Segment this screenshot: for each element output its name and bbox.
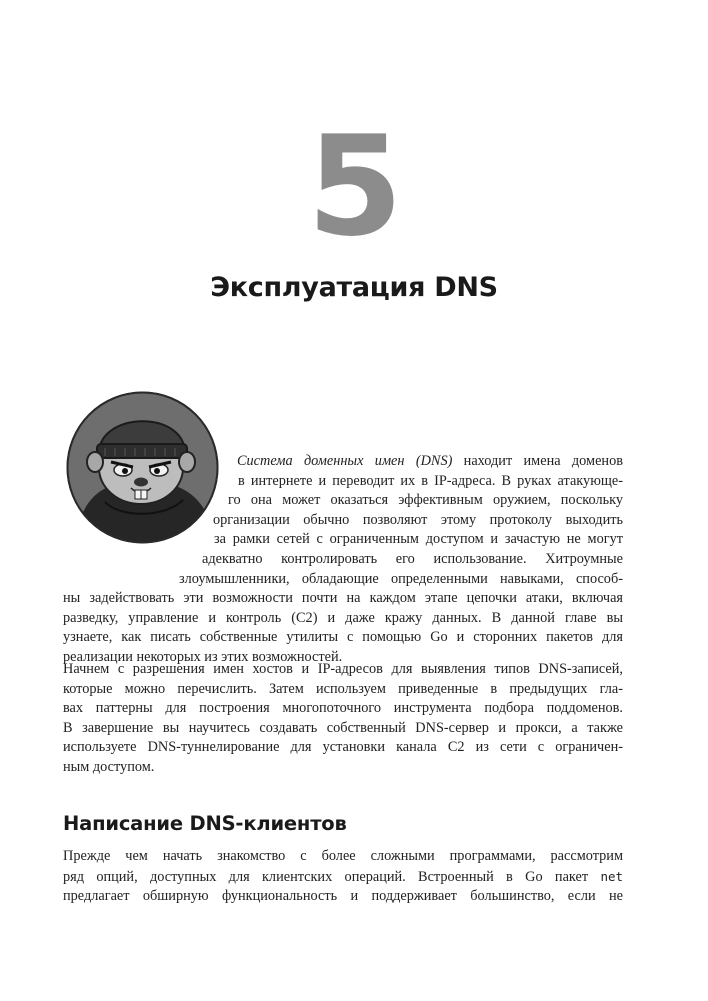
- p2-line: используете DNS-туннелирование для установки канала C2 из сети с ограничен-: [63, 739, 623, 756]
- intro-line-10: реализации некоторых из этих возможностей.: [63, 648, 343, 665]
- p3-line: предлагает обширную функциональность и поддерживает большинство, если не: [63, 888, 623, 905]
- p2-line: вах паттерны для построения многопоточного инструмента подбора поддоменов.: [63, 700, 623, 717]
- p3-line: [63, 867, 623, 888]
- intro-line-8: разведку, управление и контроль (C2) и даже кражу данных. В данной главе вы: [63, 609, 623, 626]
- p3-line-text: ряд опций, доступных для клиентских операций. Встроенный в Go пакет: [63, 868, 589, 885]
- intro-line-1: в интернете и переводит их в IP-адреса. В руках атакующе-: [238, 472, 623, 489]
- intro-paragraph: [58, 452, 623, 668]
- intro-line-text: находит имена доменов: [452, 453, 623, 469]
- paragraph-3: [63, 847, 623, 907]
- p2-line: которые можно перечислить. Затем используем приведенные в предыдущих гла-: [63, 680, 623, 697]
- p2-line: Начнем с разрешения имен хостов и IP-адресов для выявления типов DNS-записей,: [63, 661, 623, 677]
- section-title: Написание DNS-клиентов: [63, 812, 347, 835]
- p2-line: В завершение вы научитесь создавать собственный DNS-сервер и прокси, а также: [63, 719, 623, 736]
- chapter-number: 5: [306, 106, 402, 267]
- p2-line: ным доступом.: [63, 758, 155, 775]
- intro-line-4: за рамки сетей с ограниченным доступом и зачастую не могут: [214, 531, 623, 548]
- intro-line-0: [58, 452, 623, 472]
- intro-line-7: ны задействовать эти возможности почти на каждом этапе цепочки атаки, включая: [63, 590, 623, 607]
- paragraph-2: [63, 660, 623, 778]
- code-net: net: [600, 868, 624, 884]
- chapter-title: Эксплуатация DNS: [210, 272, 498, 303]
- p3-line: Прежде чем начать знакомство с более сложными программами, рассмотрим: [63, 848, 623, 864]
- intro-line-6: злоумышленники, обладающие определенными навыками, способ-: [179, 570, 623, 587]
- intro-line-3: организации обычно позволяют этому протоколу выходить: [213, 511, 623, 528]
- intro-line-2: го она может оказаться эффективным оружием, поскольку: [228, 492, 623, 509]
- intro-line-5: адекватно контролировать его использование. Хитроумные: [202, 550, 623, 567]
- intro-line-9: узнаете, как писать собственные утилиты с помощью Go и сторонних пакетов для: [63, 629, 623, 646]
- dns-term: Система доменных имен (DNS): [237, 453, 453, 469]
